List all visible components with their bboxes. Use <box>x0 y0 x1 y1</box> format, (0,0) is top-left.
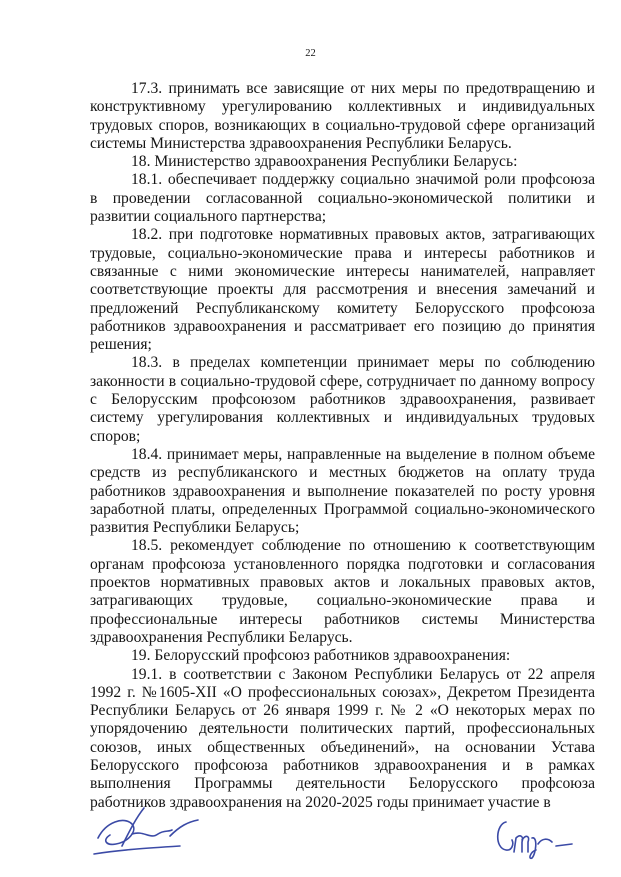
paragraph-18-3: 18.3. в пределах компетенции принимает меры по соблюдению законности в социально-трудовой сфере, сотрудничает по данному вопросу с Белорусским профсоюзом работников здравоохранения, развивает систему урегулирования коллективных и индивидуальных трудовых споров; <box>90 354 595 445</box>
paragraph-18-2: 18.2. при подготовке нормативных правовых актов, затрагивающих трудовые, социально-экономические права и интересы работников и связанные с ними экономические интересы нанимателей, направляет соответствующие проекты для рассмотрения и внесения замечаний и предложений Республиканскому комитету Белорусского профсоюза работников здравоохранения и рассматривает его позицию до принятия решения; <box>90 226 595 354</box>
paragraph-18-4: 18.4. принимает меры, направленные на выделение в полном объеме средств из республиканского и местных бюджетов на оплату труда работников здравоохранения и выполнение показателей по росту уровня заработной платы, определенных Программой социально-экономического развития Республики Беларусь; <box>90 445 595 537</box>
left-signature <box>88 800 213 862</box>
paragraph-17-3: 17.3. принимать все зависящие от них меры по предотвращению и конструктивному урегулированию коллективных и индивидуальных трудовых споров, возникающих в социально-трудовой сфере организаций системы Министерства здравоохранения Республики Беларусь. <box>90 80 595 152</box>
paragraph-19-1: 19.1. в соответствии с Законом Республики Беларусь от 22 апреля 1992 г. №1605-XII «О профессиональных союзах», Декретом Президента Республики Беларусь от 26 января 1999 г. № 2 «О некоторых мерах по упорядочению деятельности политических партий, профессиональных союзов, иных общественных объединений», на основании Устава Белорусского профсоюза работников здравоохранения и в рамках выполнения Программы деятельности Белорусского профсоюза работников здравоохранения на 2020-2025 годы принимает участие в <box>90 665 595 811</box>
page-number: 22 <box>305 48 316 59</box>
right-signature <box>492 812 574 864</box>
paragraph-19: 19. Белорусский профсоюз работников здравоохранения: <box>131 647 511 665</box>
document-body <box>90 80 595 812</box>
paragraph-18: 18. Министерство здравоохранения Республики Беларусь: <box>131 153 518 171</box>
paragraph-18-5: 18.5. рекомендует соблюдение по отношению к соответствующим органам профсоюза установленного порядка подготовки и согласования проектов нормативных правовых актов и локальных правовых актов, затрагивающих трудовые, социально-экономические права и профессиональные интересы работников системы Министерства здравоохранения Республики Беларусь. <box>90 537 595 646</box>
paragraph-18-1: 18.1. обеспечивает поддержку социально значимой роли профсоюза в проведении согласованной социально-экономической политики и развитии социального партнерства; <box>90 171 595 226</box>
